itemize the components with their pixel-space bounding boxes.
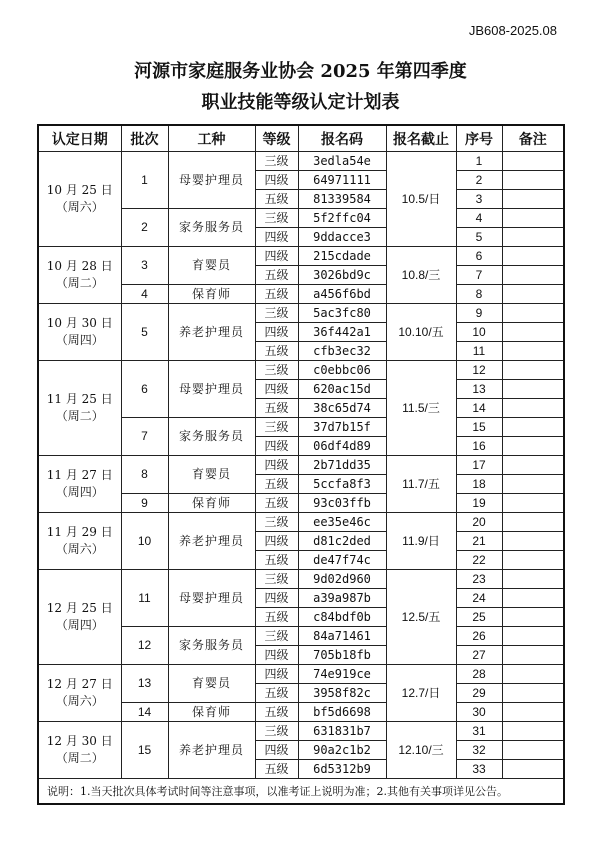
header-job: 工种 [168,125,255,152]
seq-cell: 26 [456,627,502,646]
level-cell: 五级 [255,342,298,361]
registration-code-cell: 9d02d960 [298,570,386,589]
remark-cell [502,551,564,570]
registration-code-cell: c0ebbc06 [298,361,386,380]
registration-code-cell: 215cdade [298,247,386,266]
seq-cell: 11 [456,342,502,361]
weekday-text: （周四） [55,333,104,347]
seq-cell: 16 [456,437,502,456]
job-cell: 养老护理员 [168,513,255,570]
batch-cell: 10 [121,513,168,570]
table-row [38,247,564,266]
registration-code-cell: 90a2c1b2 [298,741,386,760]
batch-cell: 3 [121,247,168,285]
remark-cell [502,456,564,475]
level-cell: 三级 [255,418,298,437]
level-cell: 四级 [255,456,298,475]
date-cell [38,361,121,456]
header-batch: 批次 [121,125,168,152]
remark-cell [502,513,564,532]
remark-cell [502,266,564,285]
level-cell: 四级 [255,532,298,551]
batch-cell: 6 [121,361,168,418]
remark-cell [502,342,564,361]
deadline-cell: 11.9/日 [386,513,456,570]
registration-code-cell: 5f2ffc04 [298,209,386,228]
level-cell: 三级 [255,304,298,323]
job-cell: 家务服务员 [168,209,255,247]
registration-code-cell: 3026bd9c [298,266,386,285]
remark-cell [502,646,564,665]
table-row [38,665,564,684]
level-cell: 五级 [255,703,298,722]
seq-cell: 25 [456,608,502,627]
level-cell: 五级 [255,285,298,304]
weekday-text: （周六） [55,694,104,708]
registration-code-cell: 81339584 [298,190,386,209]
seq-cell: 30 [456,703,502,722]
registration-code-cell: 9ddacce3 [298,228,386,247]
registration-code-cell: 84a71461 [298,627,386,646]
header-deadline: 报名截止 [386,125,456,152]
level-cell: 四级 [255,380,298,399]
seq-cell: 3 [456,190,502,209]
date-text: 11 月 29 日 [46,525,113,539]
remark-cell [502,380,564,399]
registration-code-cell: 5ac3fc80 [298,304,386,323]
date-cell [38,456,121,513]
batch-cell: 15 [121,722,168,779]
seq-cell: 4 [456,209,502,228]
deadline-cell: 12.10/三 [386,722,456,779]
batch-cell: 13 [121,665,168,703]
table-row [38,513,564,532]
registration-code-cell: 3edla54e [298,152,386,171]
registration-code-cell: 705b18fb [298,646,386,665]
seq-cell: 15 [456,418,502,437]
seq-cell: 19 [456,494,502,513]
seq-cell: 7 [456,266,502,285]
level-cell: 四级 [255,171,298,190]
seq-cell: 5 [456,228,502,247]
date-cell [38,665,121,722]
seq-cell: 22 [456,551,502,570]
registration-code-cell: 5ccfa8f3 [298,475,386,494]
date-cell [38,570,121,665]
level-cell: 四级 [255,665,298,684]
header-remark: 备注 [502,125,564,152]
remark-cell [502,741,564,760]
job-cell: 育婴员 [168,665,255,703]
table-note: 说明：1.当天批次具体考试时间等注意事项，以准考证上说明为准；2.其他有关事项详见公告。 [38,779,564,805]
registration-code-cell: bf5d6698 [298,703,386,722]
deadline-cell: 12.5/五 [386,570,456,665]
remark-cell [502,760,564,779]
registration-code-cell: 64971111 [298,171,386,190]
seq-cell: 2 [456,171,502,190]
job-cell: 家务服务员 [168,418,255,456]
level-cell: 三级 [255,570,298,589]
batch-cell: 5 [121,304,168,361]
table-row [38,304,564,323]
level-cell: 五级 [255,475,298,494]
job-cell: 育婴员 [168,247,255,285]
batch-cell: 12 [121,627,168,665]
deadline-cell: 11.7/五 [386,456,456,513]
level-cell: 三级 [255,209,298,228]
deadline-cell: 10.8/三 [386,247,456,304]
batch-cell: 7 [121,418,168,456]
registration-code-cell: a39a987b [298,589,386,608]
registration-code-cell: 6d5312b9 [298,760,386,779]
remark-cell [502,570,564,589]
registration-code-cell: c84bdf0b [298,608,386,627]
header-date: 认定日期 [38,125,121,152]
remark-cell [502,323,564,342]
date-cell [38,152,121,247]
header-level: 等级 [255,125,298,152]
document-subtitle: 职业技能等级认定计划表 [201,92,400,113]
level-cell: 三级 [255,361,298,380]
level-cell: 五级 [255,399,298,418]
remark-cell [502,589,564,608]
remark-cell [502,399,564,418]
seq-cell: 17 [456,456,502,475]
deadline-cell: 12.7/日 [386,665,456,722]
seq-cell: 12 [456,361,502,380]
date-text: 12 月 25 日 [46,601,113,615]
table-row [38,456,564,475]
deadline-cell: 10.10/五 [386,304,456,361]
seq-cell: 21 [456,532,502,551]
table-row [38,152,564,171]
job-cell: 母婴护理员 [168,361,255,418]
header-code: 报名码 [298,125,386,152]
batch-cell: 4 [121,285,168,304]
job-cell: 母婴护理员 [168,570,255,627]
registration-code-cell: 36f442a1 [298,323,386,342]
date-text: 11 月 25 日 [46,392,113,406]
registration-code-cell: 2b71dd35 [298,456,386,475]
remark-cell [502,608,564,627]
level-cell: 五级 [255,608,298,627]
seq-cell: 13 [456,380,502,399]
date-text: 10 月 30 日 [46,316,113,330]
level-cell: 五级 [255,684,298,703]
registration-code-cell: d81c2ded [298,532,386,551]
table-header-row [38,125,564,152]
job-cell: 养老护理员 [168,722,255,779]
seq-cell: 32 [456,741,502,760]
remark-cell [502,418,564,437]
registration-code-cell: 37d7b15f [298,418,386,437]
remark-cell [502,152,564,171]
date-cell [38,722,121,779]
level-cell: 三级 [255,722,298,741]
level-cell: 四级 [255,646,298,665]
level-cell: 四级 [255,589,298,608]
seq-cell: 9 [456,304,502,323]
seq-cell: 23 [456,570,502,589]
level-cell: 四级 [255,437,298,456]
date-cell [38,247,121,304]
remark-cell [502,171,564,190]
remark-cell [502,532,564,551]
seq-cell: 29 [456,684,502,703]
registration-code-cell: 620ac15d [298,380,386,399]
batch-cell: 8 [121,456,168,494]
job-cell: 养老护理员 [168,304,255,361]
remark-cell [502,190,564,209]
registration-code-cell: 38c65d74 [298,399,386,418]
deadline-cell: 11.5/三 [386,361,456,456]
seq-cell: 28 [456,665,502,684]
registration-code-cell: 06df4d89 [298,437,386,456]
date-text: 12 月 30 日 [46,734,113,748]
seq-cell: 6 [456,247,502,266]
level-cell: 四级 [255,323,298,342]
remark-cell [502,247,564,266]
seq-cell: 20 [456,513,502,532]
remark-cell [502,475,564,494]
weekday-text: （周四） [55,485,104,499]
batch-cell: 1 [121,152,168,209]
remark-cell [502,209,564,228]
date-cell [38,304,121,361]
seq-cell: 18 [456,475,502,494]
table-row [38,570,564,589]
date-cell [38,513,121,570]
remark-cell [502,494,564,513]
deadline-cell: 10.5/日 [386,152,456,247]
weekday-text: （周四） [55,618,104,632]
batch-cell: 2 [121,209,168,247]
registration-code-cell: ee35e46c [298,513,386,532]
table-row [38,722,564,741]
seq-cell: 14 [456,399,502,418]
job-cell: 家务服务员 [168,627,255,665]
remark-cell [502,684,564,703]
level-cell: 五级 [255,551,298,570]
batch-cell: 14 [121,703,168,722]
registration-code-cell: 93c03ffb [298,494,386,513]
registration-code-cell: cfb3ec32 [298,342,386,361]
seq-cell: 24 [456,589,502,608]
level-cell: 三级 [255,627,298,646]
certification-plan-table [37,124,565,805]
remark-cell [502,665,564,684]
remark-cell [502,437,564,456]
table-note-row [38,779,564,805]
weekday-text: （周六） [55,542,104,556]
date-text: 11 月 27 日 [46,468,113,482]
remark-cell [502,722,564,741]
remark-cell [502,627,564,646]
weekday-text: （周二） [55,409,104,423]
document-code: JB608-2025.08 [468,23,557,38]
remark-cell [502,285,564,304]
document-title: 河源市家庭服务业协会 2025 年第四季度 [134,61,467,82]
job-cell: 保育师 [168,703,255,722]
level-cell: 四级 [255,247,298,266]
weekday-text: （周二） [55,751,104,765]
date-text: 10 月 28 日 [46,259,113,273]
batch-cell: 11 [121,570,168,627]
registration-code-cell: de47f74c [298,551,386,570]
remark-cell [502,703,564,722]
level-cell: 三级 [255,513,298,532]
registration-code-cell: a456f6bd [298,285,386,304]
level-cell: 五级 [255,494,298,513]
level-cell: 四级 [255,741,298,760]
weekday-text: （周六） [55,200,104,214]
registration-code-cell: 74e919ce [298,665,386,684]
level-cell: 四级 [255,228,298,247]
seq-cell: 27 [456,646,502,665]
remark-cell [502,304,564,323]
date-text: 10 月 25 日 [46,183,113,197]
remark-cell [502,228,564,247]
seq-cell: 31 [456,722,502,741]
seq-cell: 10 [456,323,502,342]
seq-cell: 8 [456,285,502,304]
level-cell: 五级 [255,266,298,285]
level-cell: 五级 [255,190,298,209]
batch-cell: 9 [121,494,168,513]
table-row [38,361,564,380]
level-cell: 三级 [255,152,298,171]
job-cell: 母婴护理员 [168,152,255,209]
remark-cell [502,361,564,380]
registration-code-cell: 631831b7 [298,722,386,741]
weekday-text: （周二） [55,276,104,290]
job-cell: 保育师 [168,285,255,304]
seq-cell: 33 [456,760,502,779]
job-cell: 保育师 [168,494,255,513]
level-cell: 五级 [255,760,298,779]
seq-cell: 1 [456,152,502,171]
date-text: 12 月 27 日 [46,677,113,691]
header-seq: 序号 [456,125,502,152]
job-cell: 育婴员 [168,456,255,494]
registration-code-cell: 3958f82c [298,684,386,703]
